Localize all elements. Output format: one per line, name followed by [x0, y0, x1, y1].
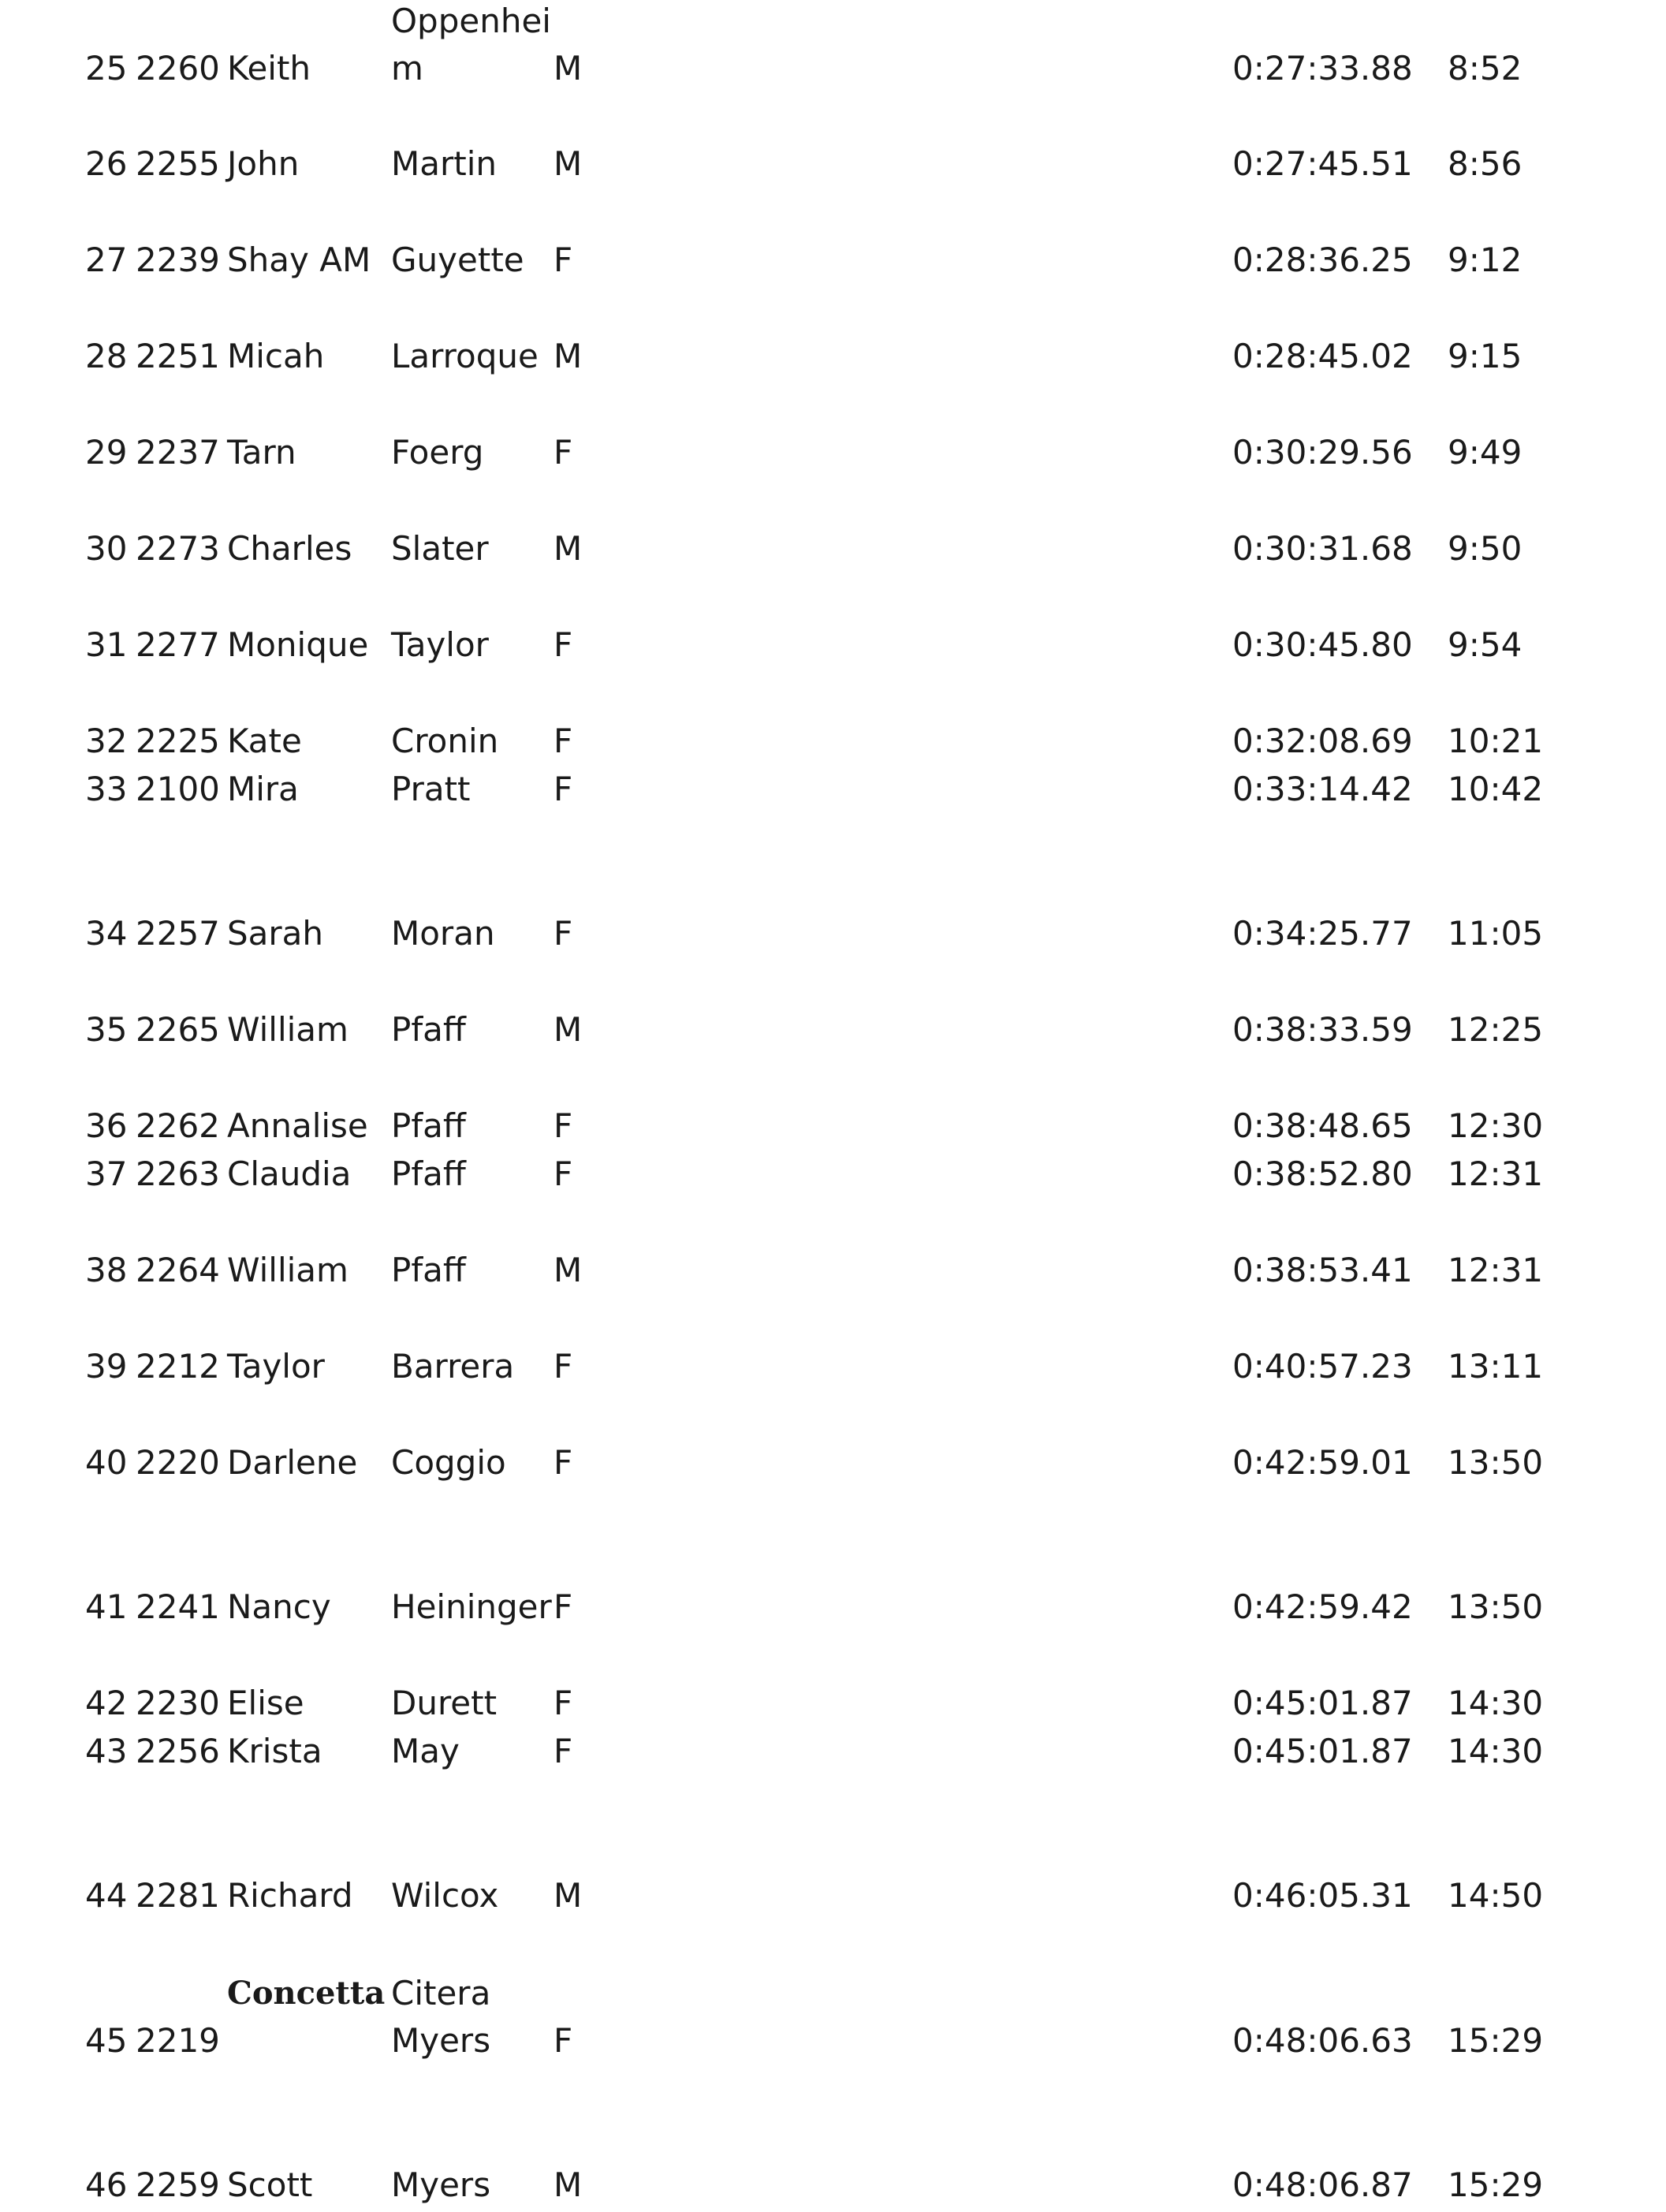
table-row — [0, 1006, 1666, 1054]
bib-number: 2281 — [136, 1876, 220, 1915]
place: 34 — [85, 914, 128, 953]
last-name: Larroque — [391, 337, 539, 375]
first-name: William — [227, 1251, 348, 1289]
last-name: Heininger — [391, 1587, 552, 1626]
first-name: Elise — [227, 1684, 304, 1722]
pace: 9:54 — [1448, 625, 1523, 664]
first-name: Kate — [227, 722, 302, 760]
place: 42 — [85, 1684, 128, 1722]
last-name-line-1: Citera — [391, 1974, 491, 2012]
first-name: Concetta — [227, 1975, 386, 2012]
last-name: Wilcox — [391, 1876, 499, 1915]
pace: 13:11 — [1448, 1347, 1544, 1386]
gender: F — [553, 1443, 573, 1482]
finish-time: 0:30:29.56 — [1232, 433, 1413, 472]
table-row — [0, 621, 1666, 669]
bib-number: 2277 — [136, 625, 220, 664]
bib-number: 2212 — [136, 1347, 220, 1386]
gender: M — [553, 1876, 583, 1915]
gender: M — [553, 529, 583, 568]
table-row — [0, 1247, 1666, 1294]
bib-number: 2256 — [136, 1732, 220, 1770]
bib-number: 2260 — [136, 49, 220, 88]
finish-time: 0:42:59.01 — [1232, 1443, 1413, 1482]
pace: 15:29 — [1448, 2165, 1544, 2204]
bib-number: 2259 — [136, 2165, 220, 2204]
gender: M — [553, 1251, 583, 1289]
gender: F — [553, 770, 573, 808]
first-name: Shay AM — [227, 241, 371, 279]
table-row — [0, 2, 1666, 92]
place: 25 — [85, 49, 128, 88]
finish-time: 0:38:53.41 — [1232, 1251, 1413, 1289]
last-name: Pfaff — [391, 1251, 466, 1289]
pace: 13:50 — [1448, 1443, 1544, 1482]
place: 29 — [85, 433, 128, 472]
finish-time: 0:33:14.42 — [1232, 770, 1413, 808]
last-name: Guyette — [391, 241, 524, 279]
last-name: Coggio — [391, 1443, 506, 1482]
table-row — [0, 140, 1666, 188]
last-name: Foerg — [391, 433, 484, 472]
pace: 11:05 — [1448, 914, 1544, 953]
table-row — [0, 237, 1666, 284]
first-name: Mira — [227, 770, 299, 808]
place: 31 — [85, 625, 128, 664]
pace: 15:29 — [1448, 2021, 1544, 2060]
table-row — [0, 1102, 1666, 1150]
pace: 12:31 — [1448, 1154, 1544, 1193]
last-name: Pratt — [391, 770, 471, 808]
gender: F — [553, 2021, 573, 2060]
place: 39 — [85, 1347, 128, 1386]
first-name: Charles — [227, 529, 352, 568]
bib-number: 2225 — [136, 722, 220, 760]
gender: M — [553, 49, 583, 88]
place: 41 — [85, 1587, 128, 1626]
place: 46 — [85, 2165, 128, 2204]
first-name: Sarah — [227, 914, 324, 953]
table-row — [0, 766, 1666, 813]
bib-number: 2237 — [136, 433, 220, 472]
bib-number: 2241 — [136, 1587, 220, 1626]
pace: 9:50 — [1448, 529, 1523, 568]
bib-number: 2265 — [136, 1010, 220, 1049]
finish-time: 0:38:52.80 — [1232, 1154, 1413, 1193]
last-name: May — [391, 1732, 460, 1770]
gender: M — [553, 1010, 583, 1049]
finish-time: 0:27:45.51 — [1232, 144, 1413, 183]
pace: 8:52 — [1448, 49, 1523, 88]
place: 45 — [85, 2021, 128, 2060]
last-name: Pfaff — [391, 1106, 466, 1145]
place: 27 — [85, 241, 128, 279]
first-name: William — [227, 1010, 348, 1049]
pace: 9:49 — [1448, 433, 1523, 472]
bib-number: 2257 — [136, 914, 220, 953]
first-name: Darlene — [227, 1443, 358, 1482]
table-row — [0, 1974, 1666, 2065]
place: 28 — [85, 337, 128, 375]
finish-time: 0:27:33.88 — [1232, 49, 1413, 88]
finish-time: 0:45:01.87 — [1232, 1684, 1413, 1722]
first-name: Keith — [227, 49, 311, 88]
place: 32 — [85, 722, 128, 760]
gender: F — [553, 1587, 573, 1626]
bib-number: 2230 — [136, 1684, 220, 1722]
gender: F — [553, 914, 573, 953]
gender: F — [553, 1732, 573, 1770]
first-name: Scott — [227, 2165, 313, 2204]
last-name: Taylor — [391, 625, 489, 664]
gender: F — [553, 1106, 573, 1145]
finish-time: 0:30:31.68 — [1232, 529, 1413, 568]
place: 37 — [85, 1154, 128, 1193]
table-row — [0, 1872, 1666, 1919]
table-row — [0, 333, 1666, 380]
table-row — [0, 1151, 1666, 1198]
finish-time: 0:48:06.63 — [1232, 2021, 1413, 2060]
finish-time: 0:45:01.87 — [1232, 1732, 1413, 1770]
last-name: Cronin — [391, 722, 499, 760]
finish-time: 0:30:45.80 — [1232, 625, 1413, 664]
finish-time: 0:38:48.65 — [1232, 1106, 1413, 1145]
first-name: Micah — [227, 337, 325, 375]
pace: 13:50 — [1448, 1587, 1544, 1626]
first-name: John — [227, 144, 300, 183]
place: 36 — [85, 1106, 128, 1145]
pace: 12:31 — [1448, 1251, 1544, 1289]
first-name: Annalise — [227, 1106, 368, 1145]
last-name: Pfaff — [391, 1154, 466, 1193]
bib-number: 2255 — [136, 144, 220, 183]
table-row — [0, 1728, 1666, 1775]
last-name: Martin — [391, 144, 497, 183]
bib-number: 2262 — [136, 1106, 220, 1145]
finish-time: 0:34:25.77 — [1232, 914, 1413, 953]
last-name: Moran — [391, 914, 495, 953]
finish-time: 0:32:08.69 — [1232, 722, 1413, 760]
pace: 12:25 — [1448, 1010, 1544, 1049]
table-row — [0, 1680, 1666, 1727]
first-name: Krista — [227, 1732, 322, 1770]
finish-time: 0:28:36.25 — [1232, 241, 1413, 279]
bib-number: 2220 — [136, 1443, 220, 1482]
gender: M — [553, 2165, 583, 2204]
pace: 14:30 — [1448, 1732, 1544, 1770]
finish-time: 0:28:45.02 — [1232, 337, 1413, 375]
finish-time: 0:48:06.87 — [1232, 2165, 1413, 2204]
finish-time: 0:40:57.23 — [1232, 1347, 1413, 1386]
last-name: Slater — [391, 529, 489, 568]
place: 30 — [85, 529, 128, 568]
first-name: Monique — [227, 625, 369, 664]
pace: 9:12 — [1448, 241, 1523, 279]
pace: 10:42 — [1448, 770, 1544, 808]
last-name: m — [391, 49, 423, 88]
table-row — [0, 1439, 1666, 1486]
table-row — [0, 1583, 1666, 1631]
pace: 12:30 — [1448, 1106, 1544, 1145]
finish-time: 0:42:59.42 — [1232, 1587, 1413, 1626]
first-name: Nancy — [227, 1587, 331, 1626]
finish-time: 0:46:05.31 — [1232, 1876, 1413, 1915]
bib-number: 2239 — [136, 241, 220, 279]
bib-number: 2263 — [136, 1154, 220, 1193]
pace: 14:50 — [1448, 1876, 1544, 1915]
gender: F — [553, 433, 573, 472]
place: 38 — [85, 1251, 128, 1289]
last-name-line-1: Oppenhei — [391, 2, 551, 40]
gender: M — [553, 337, 583, 375]
gender: F — [553, 1684, 573, 1722]
gender: F — [553, 1154, 573, 1193]
table-row — [0, 910, 1666, 957]
place: 40 — [85, 1443, 128, 1482]
place: 35 — [85, 1010, 128, 1049]
place: 44 — [85, 1876, 128, 1915]
table-row — [0, 2162, 1666, 2209]
bib-number: 2251 — [136, 337, 220, 375]
place: 26 — [85, 144, 128, 183]
bib-number: 2100 — [136, 770, 220, 808]
last-name: Pfaff — [391, 1010, 466, 1049]
first-name: Richard — [227, 1876, 353, 1915]
first-name: Taylor — [227, 1347, 325, 1386]
gender: M — [553, 144, 583, 183]
pace: 10:21 — [1448, 722, 1544, 760]
last-name: Durett — [391, 1684, 498, 1722]
bib-number: 2273 — [136, 529, 220, 568]
gender: F — [553, 241, 573, 279]
table-row — [0, 525, 1666, 573]
first-name: Claudia — [227, 1154, 352, 1193]
table-row — [0, 429, 1666, 476]
last-name: Myers — [391, 2165, 491, 2204]
pace: 9:15 — [1448, 337, 1523, 375]
last-name: Barrera — [391, 1347, 515, 1386]
bib-number: 2264 — [136, 1251, 220, 1289]
place: 33 — [85, 770, 128, 808]
last-name: Myers — [391, 2021, 491, 2060]
place: 43 — [85, 1732, 128, 1770]
pace: 8:56 — [1448, 144, 1523, 183]
gender: F — [553, 625, 573, 664]
table-row — [0, 718, 1666, 765]
finish-time: 0:38:33.59 — [1232, 1010, 1413, 1049]
first-name: Tarn — [227, 433, 296, 472]
pace: 14:30 — [1448, 1684, 1544, 1722]
table-row — [0, 1343, 1666, 1390]
gender: F — [553, 722, 573, 760]
gender: F — [553, 1347, 573, 1386]
bib-number: 2219 — [136, 2021, 220, 2060]
